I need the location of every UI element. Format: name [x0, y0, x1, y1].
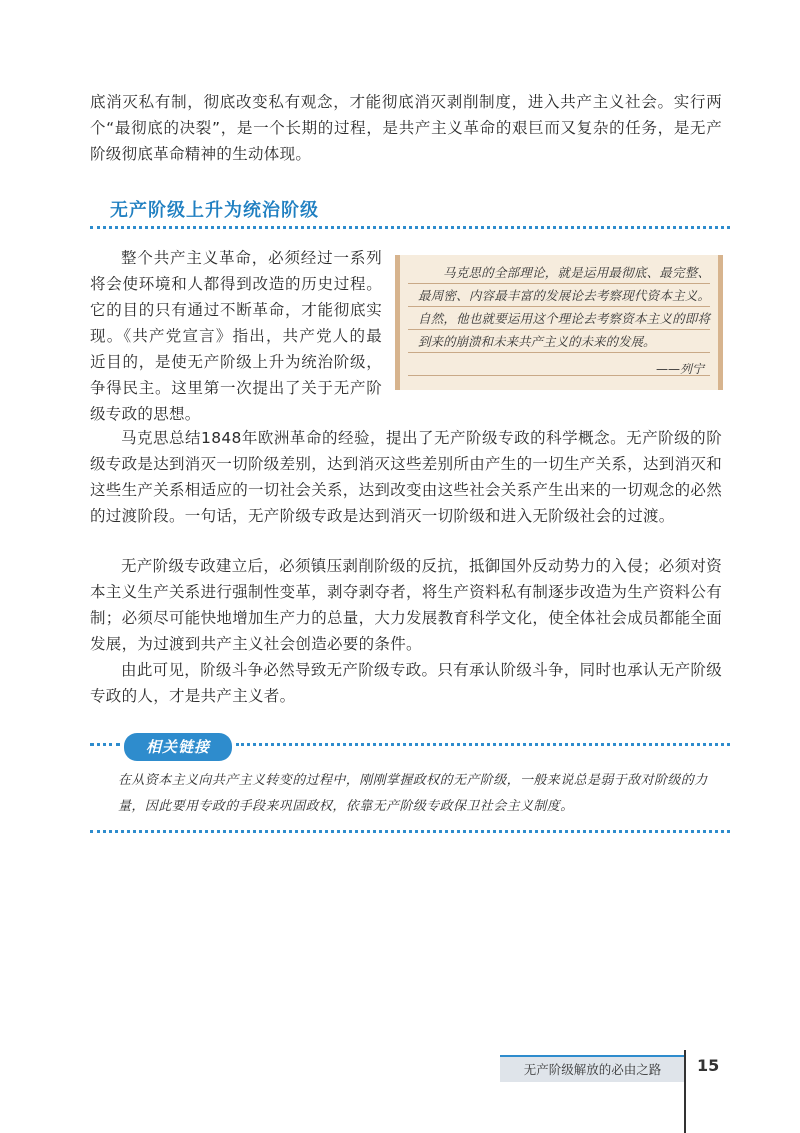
paragraph-dictatorship-concept: 马克思总结1848年欧洲革命的经验，提出了无产阶级专政的科学概念。无产阶级的阶级专政是达到消灭一切阶级差别，达到消灭这些差别所由产生的一切生产关系，达到消灭和这些生产关系相适应的一切社会关系，达到改变由这些社会关系产生出来的一切观念的必然的过渡阶段。一句话，无产阶级专政是达到消灭一切阶级和进入无阶级社会的过渡。	[90, 429, 723, 525]
link-divider-left	[90, 743, 120, 746]
footer-book-title: 无产阶级解放的必由之路	[500, 1055, 685, 1082]
paragraph-conclusion: 由此可见，阶级斗争必然导致无产阶级专政。只有承认阶级斗争，同时也承认无产阶级专政的人，才是共产主义者。	[90, 661, 722, 705]
paragraph-dictatorship-tasks: 无产阶级专政建立后，必须镇压剥削阶级的反抗，抵御国外反动势力的入侵；必须对资本主义生产关系进行强制性变革，剥夺剥夺者，将生产资料私有制逐步改造为生产资料公有制；必须尽可能快地增加生产力的总量，大力发展教育科学文化，使全体社会成员都能全面发展，为过渡到共产主义社会创造必要的条件。	[90, 557, 723, 653]
quote-author: ——列宁	[655, 362, 704, 376]
quote-text: 马克思的全部理论，就是运用最彻底、最完整、最周密、内容最丰富的发展论去考察现代资本主义。自然，他也就要运用这个理论去考察资本主义的即将到来的崩溃和未来共产主义的未来的发展。	[418, 265, 710, 349]
section-divider	[90, 226, 730, 229]
link-bottom-divider	[90, 830, 730, 833]
intro-paragraph: 整个共产主义革命，必须经过一系列将会使环境和人都得到改造的历史过程。它的目的只有通过不断革命，才能彻底实现。《共产党宣言》指出，共产党人的最近目的，是使无产阶级上升为统治阶级，争得民主。这里第一次提出了关于无产阶级专政的思想。	[90, 249, 382, 423]
footer-divider	[684, 1050, 686, 1133]
related-link-badge: 相关链接	[124, 733, 232, 761]
link-divider-right	[236, 743, 730, 746]
related-link-text: 在从资本主义向共产主义转变的过程中，刚刚掌握政权的无产阶级，一般来说总是弱于敌对阶级的力量，因此要用专政的手段来巩固政权，依靠无产阶级专政保卫社会主义制度。	[118, 773, 708, 814]
section-title: 无产阶级上升为统治阶级	[110, 200, 319, 221]
page-number: 15	[697, 1056, 720, 1075]
quote-box	[395, 255, 723, 390]
top-paragraph: 底消灭私有制，彻底改变私有观念，才能彻底消灭剥削制度，进入共产主义社会。实行两个“最彻底的决裂”，是一个长期的过程，是共产主义革命的艰巨而又复杂的任务，是无产阶级彻底革命精神的生动体现。	[90, 93, 722, 163]
